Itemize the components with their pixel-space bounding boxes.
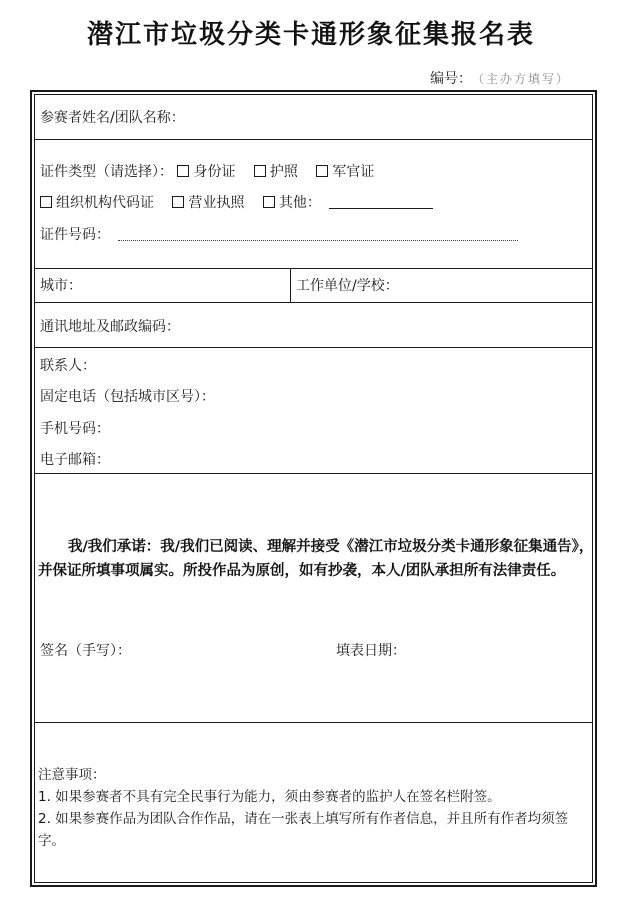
note-item: 1. 如果参赛者不具有完全民事行为能力，须由参赛者的监护人在签名栏附签。	[38, 789, 501, 805]
checkbox-icon[interactable]	[40, 196, 52, 208]
id-option-org-code[interactable]: 组织机构代码证	[40, 192, 154, 212]
participant-name-field[interactable]: 参赛者姓名/团队名称：	[40, 110, 185, 126]
checkbox-icon[interactable]	[254, 165, 266, 177]
pledge-text: 我/我们承诺：我/我们已阅读、理解并接受《潜江市垃圾分类卡通形象征集通告》，并保证所填事项属实。所投作品为原创，如有抄袭，本人/团队承担所有法律责任。	[38, 539, 594, 579]
signature-field[interactable]: 签名（手写）：	[40, 643, 131, 659]
form-title: 潜江市垃圾分类卡通形象征集报名表	[86, 20, 535, 50]
row-divider	[35, 722, 592, 723]
id-option-other[interactable]: 其他：	[263, 192, 433, 212]
row-divider	[35, 302, 592, 303]
serial-number	[430, 68, 570, 88]
city-field[interactable]: 城市：	[40, 278, 82, 294]
checkbox-icon[interactable]	[316, 165, 328, 177]
checkbox-icon[interactable]	[177, 165, 189, 177]
id-type-row-2	[40, 192, 447, 212]
contact-field[interactable]: 联系人：	[40, 358, 96, 374]
id-number-field[interactable]	[40, 224, 518, 244]
serial-note: （主办方填写）	[478, 72, 571, 86]
id-type-label: 证件类型（请选择）：	[40, 164, 173, 180]
checkbox-icon[interactable]	[172, 196, 184, 208]
work-unit-field[interactable]: 工作单位/学校：	[296, 278, 399, 294]
id-option-business-license[interactable]: 营业执照	[172, 192, 244, 212]
id-option-military-id[interactable]: 军官证	[316, 161, 374, 181]
id-option-passport[interactable]: 护照	[254, 161, 298, 181]
mobile-field[interactable]: 手机号码：	[40, 421, 110, 437]
checkbox-icon[interactable]	[263, 196, 275, 208]
id-option-id-card[interactable]: 身份证	[177, 161, 235, 181]
id-type-row	[40, 161, 388, 181]
notes-section	[38, 764, 594, 852]
address-field[interactable]: 通讯地址及邮政编码：	[40, 319, 180, 335]
row-divider	[35, 139, 592, 140]
date-field[interactable]: 填表日期：	[336, 643, 406, 659]
row-divider	[35, 268, 592, 269]
id-number-dotted-line[interactable]	[118, 240, 518, 241]
other-blank-line[interactable]	[329, 208, 433, 209]
id-number-label: 证件号码：	[40, 227, 110, 243]
note-item: 2. 如果参赛作品为团队合作作品，请在一张表上填写所有作者信息，并且所有作者均须签字。	[38, 811, 569, 849]
phone-field[interactable]: 固定电话（包括城市区号）：	[40, 389, 215, 405]
row-divider	[35, 347, 592, 348]
email-field[interactable]: 电子邮箱：	[40, 452, 110, 468]
row-divider	[35, 473, 592, 474]
serial-label: 编号：	[430, 71, 472, 87]
column-divider	[290, 268, 291, 302]
notes-heading: 注意事项：	[38, 767, 106, 783]
